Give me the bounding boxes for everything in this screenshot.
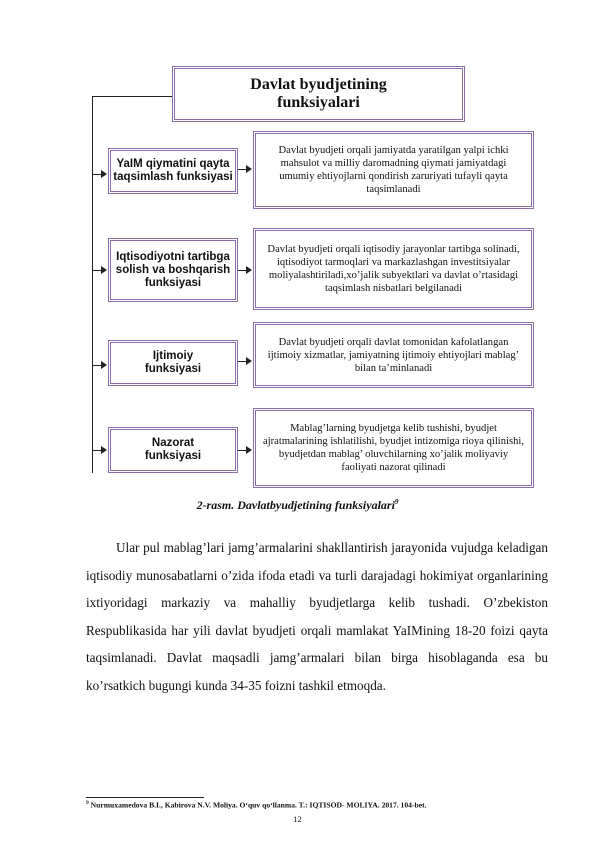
description-box-control <box>253 408 534 488</box>
footnote-number: 9 <box>86 800 89 806</box>
description-box-regulation <box>253 228 534 310</box>
function-box-social <box>108 340 238 386</box>
description-box-redistribution <box>253 131 534 209</box>
page-number: 12 <box>293 814 302 824</box>
description-box-social <box>253 322 534 388</box>
function-description: Mablag’larning byudjetga kelib tushishi, byudjet ajratmalarining ishlatilishi, byudjet intizomiga rioya qilinishi, byudjetdan mablag’ oluvchilarning xo’jalik moliyaviy faoliyati nazorat qilinadi <box>263 423 524 473</box>
arrow-icon <box>101 446 107 454</box>
footnote <box>86 800 556 810</box>
connector-line <box>92 96 172 97</box>
arrow-icon <box>246 165 252 173</box>
function-description: Davlat byudjeti orqali davlat tomonidan kafolatlangan ijtimoiy xizmatlar, jamiyatning ijtimoiy ehtiyojlari mablag’ bilan ta’minlanadi <box>267 336 520 374</box>
function-description: Davlat byudjeti orqali jamiyatda yaratilgan yalpi ichki mahsulot va milliy daromadning qiymati jamiyatdagi umumiy ehtiyojlarni qondirish zaruriyati tufayli qayta taqsimlanadi <box>278 145 509 195</box>
arrow-icon <box>101 361 107 369</box>
arrow-icon <box>101 266 107 274</box>
caption-text: 2-rasm. Davlatbyudjetining funksiyalari <box>196 498 395 512</box>
function-box-control <box>108 427 238 473</box>
footnote-ref: 9 <box>394 498 399 506</box>
function-label: Nazorat funksiyasi <box>144 437 202 462</box>
arrow-icon <box>246 266 252 274</box>
function-box-redistribution <box>108 148 238 194</box>
function-label: Ijtimoiy funksiyasi <box>144 350 202 375</box>
figure-caption <box>0 498 595 513</box>
function-box-regulation <box>108 238 238 302</box>
footnote-text: Nurmuxamedova B.I., Kabirova N.V. Moliya. O‘quv qo‘llanma. T.: IQTISOD- MOLIYA. 2017. 104-bet. <box>90 800 427 810</box>
function-label: YaIM qiymatini qayta taqsimlash funksiyasi <box>113 158 233 183</box>
function-label: Iqtisodiyotni tartibga solish va boshqarish funksiyasi <box>115 250 231 289</box>
function-description: Davlat byudjeti orqali iqtisodiy jarayonlar tartibga solinadi, iqtisodiyot tarmoqlari va markazlashgan investitsiyalar moliyalashtiriladi,xo’jalik subyektlari va davlat o’rtasidagi taqsimlash nisbatlari belgilanadi <box>267 244 520 294</box>
arrow-icon <box>246 357 252 365</box>
footnote-rule <box>86 797 204 798</box>
connector-line <box>92 96 93 473</box>
arrow-icon <box>101 170 107 178</box>
arrow-icon <box>246 446 252 454</box>
diagram-title: Davlat byudjetining funksiyalari <box>250 76 387 111</box>
body-paragraph: Ular pul mablag’lari jamg’armalarini shakllantirish jarayonida vujudga keladigan iqtisodiy munosabatlarni o’zida ifoda etadi va turli darajadagi hokimiyat organlarining ixtiyoridagi markaziy va mahalliy byudjetlarga kelib tushadi. O’zbekiston Respublikasida har yili davlat byudjeti orqali mamlakat YaIMining 18-20 foizi qayta taqsimlanadi. Davlat maqsadli jamg’armalari bilan birga hisoblaganda esa bu ko’rsatkich bugungi kunda 34-35 foizni tashkil etmoqda. <box>86 540 548 693</box>
diagram-title-box <box>172 66 465 122</box>
